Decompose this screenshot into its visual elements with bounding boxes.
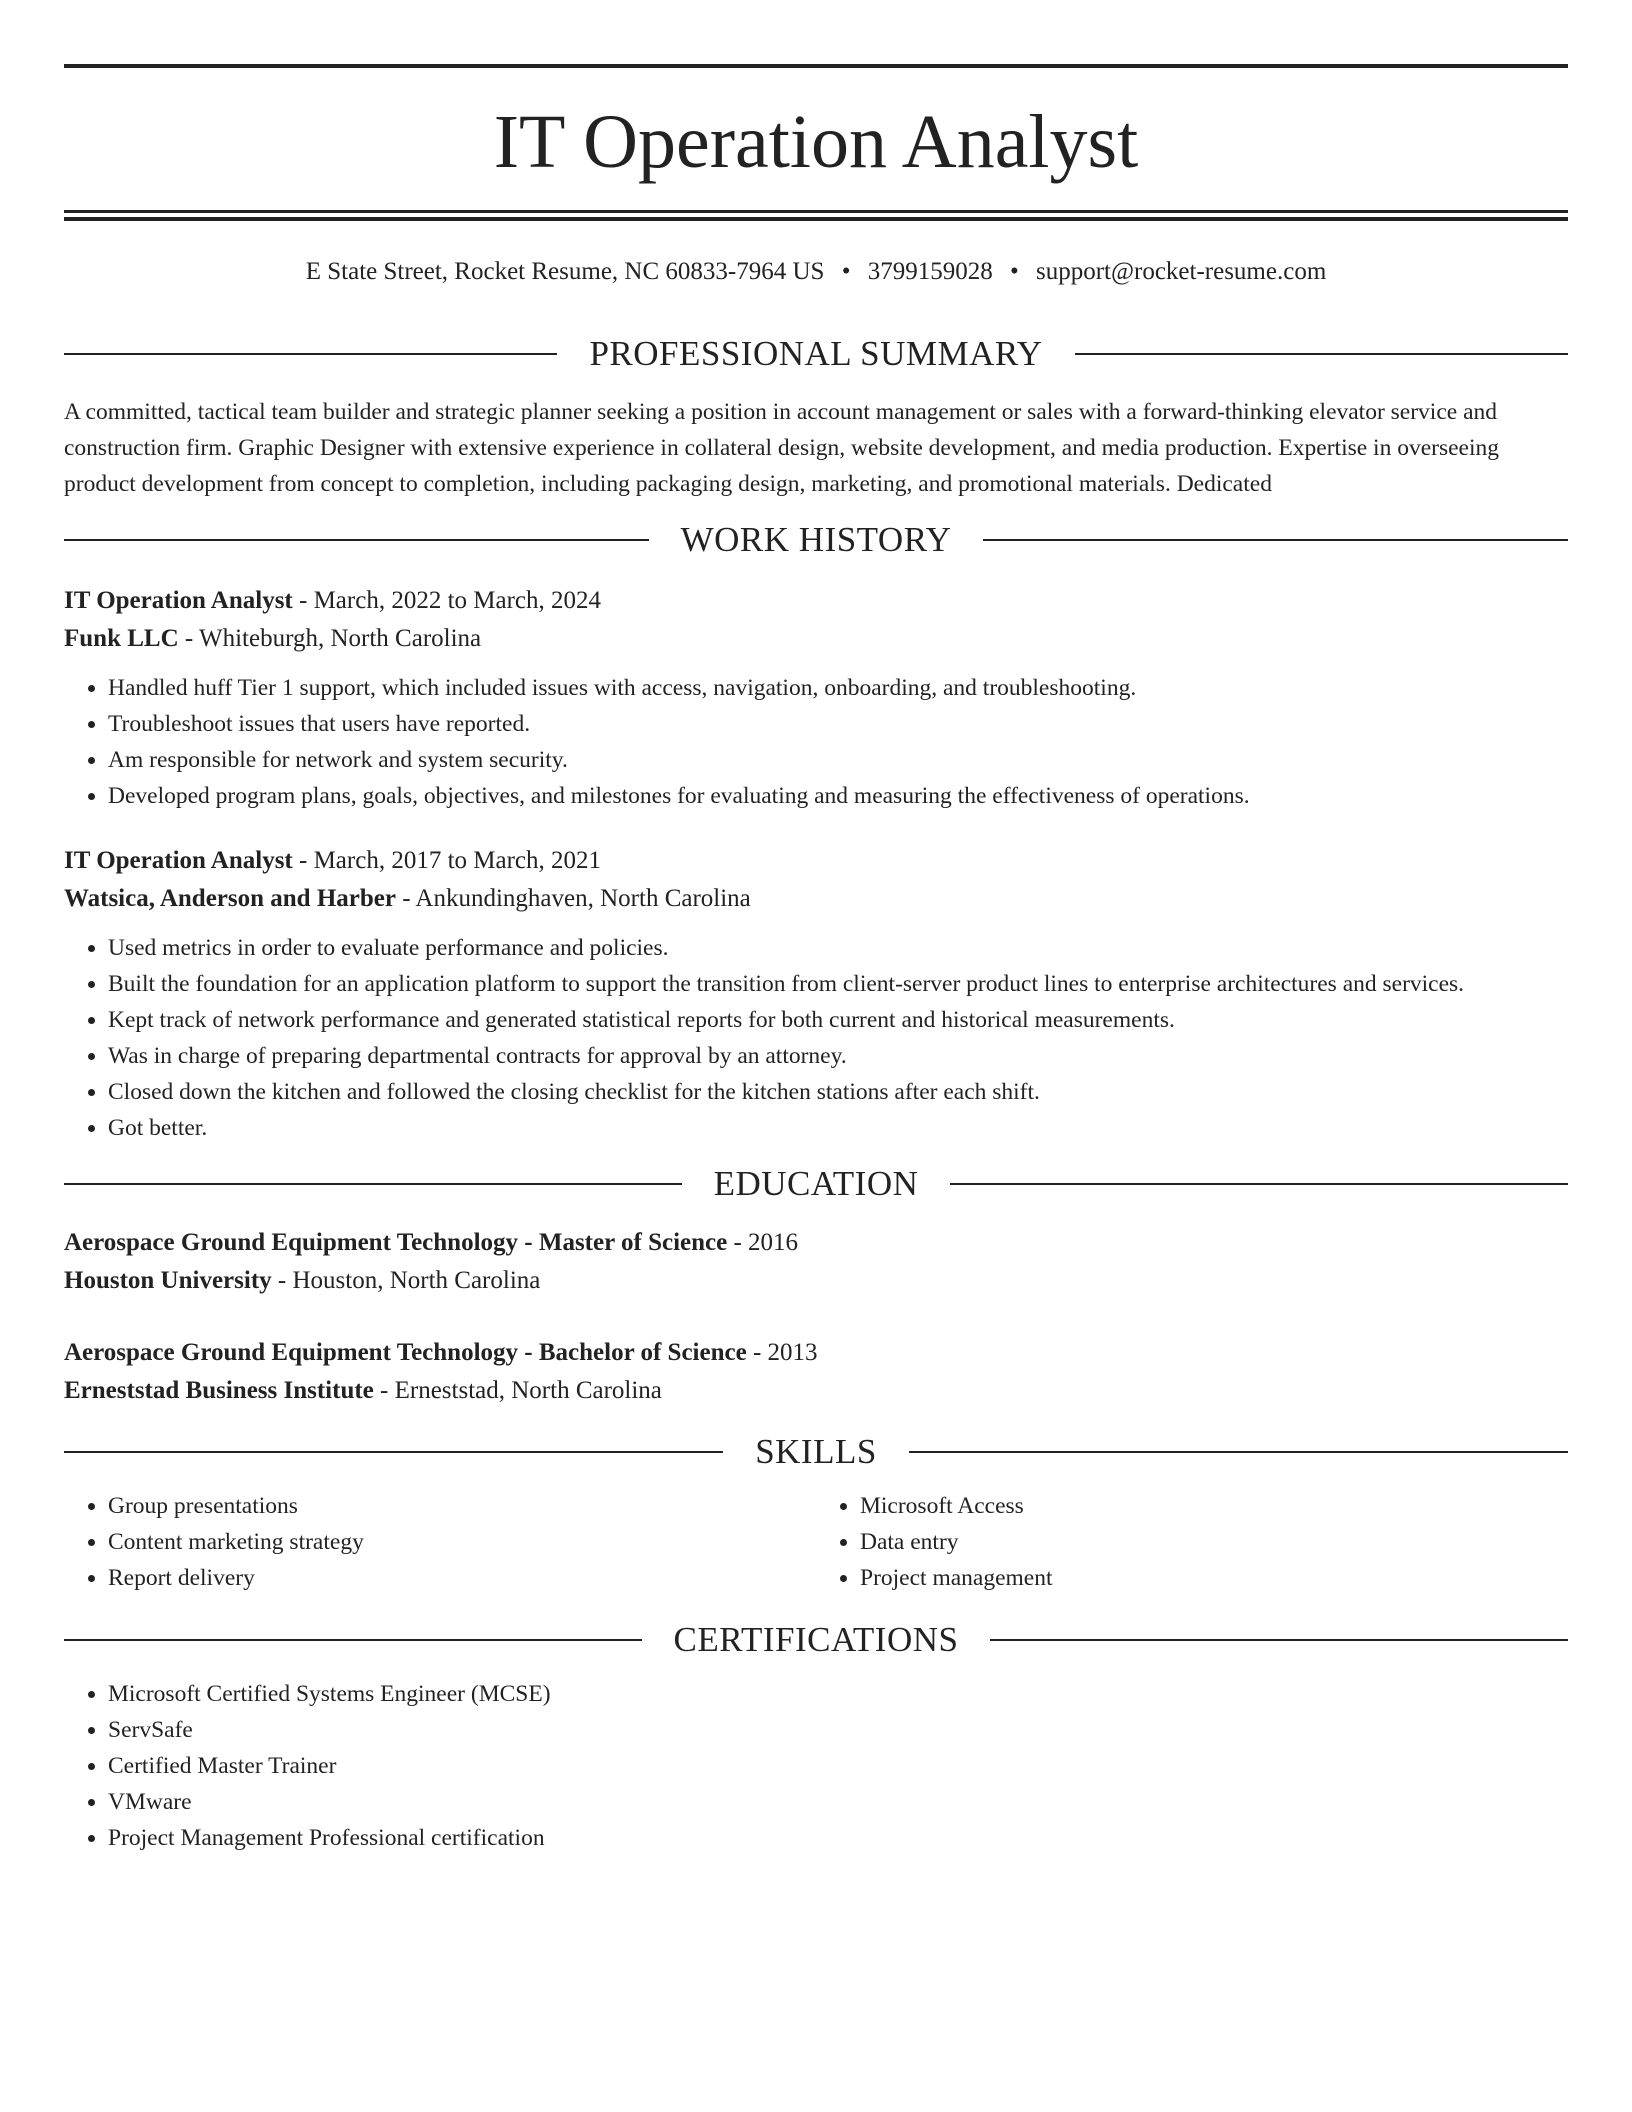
job-bullets bbox=[64, 930, 1568, 1146]
top-rule bbox=[64, 64, 1568, 68]
section-work-history bbox=[64, 518, 1568, 1146]
skills-grid bbox=[64, 1488, 1568, 1596]
heading-rule-right bbox=[909, 1451, 1568, 1453]
section-heading-label: SKILLS bbox=[755, 1432, 877, 1471]
contact-address: E State Street, Rocket Resume, NC 60833-7964 US bbox=[305, 258, 825, 285]
heading-rule-left bbox=[64, 1639, 642, 1641]
section-heading-label: CERTIFICATIONS bbox=[673, 1620, 959, 1659]
summary-text: A committed, tactical team builder and strategic planner seeking a position in account management or sales with a forward-thinking elevator service and construction firm. Graphic Designer with extensive experience in collateral design, website development, and media production. Expertise in overseeing product development from concept to completion, including packaging design, marketing, and promotional materials. Dedicated bbox=[64, 399, 1499, 497]
section-heading bbox=[64, 1618, 1568, 1662]
heading-rule-right bbox=[983, 539, 1568, 541]
resume-page bbox=[64, 64, 1568, 1856]
section-heading bbox=[64, 1162, 1568, 1206]
certifications-list bbox=[64, 1676, 1568, 1856]
job-entry bbox=[64, 582, 1568, 814]
section-certifications bbox=[64, 1618, 1568, 1856]
job-title-row bbox=[64, 582, 1568, 620]
list-item: • Closed down the kitchen and followed the closing checklist for the kitchen stations after each shift. bbox=[108, 1074, 1568, 1110]
job-dates: - March, 2022 to March, 2024 bbox=[292, 587, 602, 614]
title-double-rule bbox=[64, 210, 1568, 221]
list-item: • Built the foundation for an application platform to support the transition from client-server product lines to enterprise architectures and services. bbox=[108, 966, 1568, 1002]
skills-list-right bbox=[816, 1488, 1568, 1596]
education-year: - 2016 bbox=[727, 1229, 799, 1256]
education-school: Erneststad Business Institute bbox=[64, 1377, 374, 1404]
section-heading-label: WORK HISTORY bbox=[680, 520, 952, 559]
section-heading bbox=[64, 518, 1568, 562]
education-degree: Aerospace Ground Equipment Technology - Master of Science bbox=[64, 1229, 728, 1256]
heading-rule-left bbox=[64, 1183, 682, 1185]
job-dates: - March, 2017 to March, 2021 bbox=[292, 847, 602, 874]
heading-rule-left bbox=[64, 353, 557, 355]
section-skills bbox=[64, 1430, 1568, 1596]
skills-list-left bbox=[64, 1488, 816, 1596]
education-school-row bbox=[64, 1372, 1568, 1410]
job-title-row bbox=[64, 842, 1568, 880]
heading-rule-left bbox=[64, 1451, 723, 1453]
list-item: • Project management bbox=[860, 1560, 1568, 1596]
contact-separator: • bbox=[841, 258, 851, 285]
heading-rule-left bbox=[64, 539, 649, 541]
list-item: • Data entry bbox=[860, 1524, 1568, 1560]
contact-email[interactable]: support@rocket-resume.com bbox=[1035, 258, 1327, 285]
list-item: • Got better. bbox=[108, 1110, 1568, 1146]
education-degree-row bbox=[64, 1334, 1568, 1372]
job-entry bbox=[64, 842, 1568, 1146]
job-company: Funk LLC bbox=[64, 625, 179, 652]
job-location: - Whiteburgh, North Carolina bbox=[178, 625, 482, 652]
section-summary bbox=[64, 332, 1568, 502]
education-location: - Houston, North Carolina bbox=[271, 1267, 541, 1294]
education-school: Houston University bbox=[64, 1267, 272, 1294]
heading-rule-right bbox=[990, 1639, 1568, 1641]
section-heading-label: EDUCATION bbox=[713, 1164, 919, 1203]
job-location: - Ankundinghaven, North Carolina bbox=[395, 885, 751, 912]
list-item: • Certified Master Trainer bbox=[108, 1748, 1568, 1784]
list-item: • ServSafe bbox=[108, 1712, 1568, 1748]
list-item: • Report delivery bbox=[108, 1560, 816, 1596]
section-heading-label: PROFESSIONAL SUMMARY bbox=[589, 334, 1043, 373]
list-item: • Project Management Professional certification bbox=[108, 1820, 1568, 1856]
list-item: • Content marketing strategy bbox=[108, 1524, 816, 1560]
heading-rule-right bbox=[1075, 353, 1568, 355]
list-item: • Troubleshoot issues that users have reported. bbox=[108, 706, 1568, 742]
job-company: Watsica, Anderson and Harber bbox=[64, 885, 396, 912]
section-education bbox=[64, 1162, 1568, 1410]
job-title: IT Operation Analyst bbox=[64, 587, 293, 614]
list-item: • VMware bbox=[108, 1784, 1568, 1820]
section-heading bbox=[64, 332, 1568, 376]
resume-title: IT Operation Analyst bbox=[493, 100, 1139, 184]
job-bullets bbox=[64, 670, 1568, 814]
list-item: • Was in charge of preparing departmental contracts for approval by an attorney. bbox=[108, 1038, 1568, 1074]
list-item: • Kept track of network performance and generated statistical reports for both current and historical measurements. bbox=[108, 1002, 1568, 1038]
education-school-row bbox=[64, 1262, 1568, 1300]
contact-phone[interactable]: 3799159028 bbox=[867, 258, 993, 285]
education-degree-row bbox=[64, 1224, 1568, 1262]
education-location: - Erneststad, North Carolina bbox=[373, 1377, 662, 1404]
list-item: • Handled huff Tier 1 support, which included issues with access, navigation, onboarding, and troubleshooting. bbox=[108, 670, 1568, 706]
list-item: • Developed program plans, goals, objectives, and milestones for evaluating and measuring the effectiveness of operations. bbox=[108, 778, 1568, 814]
list-item: • Used metrics in order to evaluate performance and policies. bbox=[108, 930, 1568, 966]
contact-line bbox=[64, 254, 1568, 290]
list-item: • Microsoft Certified Systems Engineer (MCSE) bbox=[108, 1676, 1568, 1712]
education-year: - 2013 bbox=[746, 1339, 818, 1366]
job-title: IT Operation Analyst bbox=[64, 847, 293, 874]
heading-rule-right bbox=[950, 1183, 1568, 1185]
list-item: • Microsoft Access bbox=[860, 1488, 1568, 1524]
job-company-row bbox=[64, 880, 1568, 918]
contact-separator: • bbox=[1009, 258, 1019, 285]
list-item: • Am responsible for network and system security. bbox=[108, 742, 1568, 778]
education-entry bbox=[64, 1224, 1568, 1300]
job-company-row bbox=[64, 620, 1568, 658]
education-degree: Aerospace Ground Equipment Technology - Bachelor of Science bbox=[64, 1339, 747, 1366]
section-heading bbox=[64, 1430, 1568, 1474]
education-entry bbox=[64, 1334, 1568, 1410]
list-item: • Group presentations bbox=[108, 1488, 816, 1524]
